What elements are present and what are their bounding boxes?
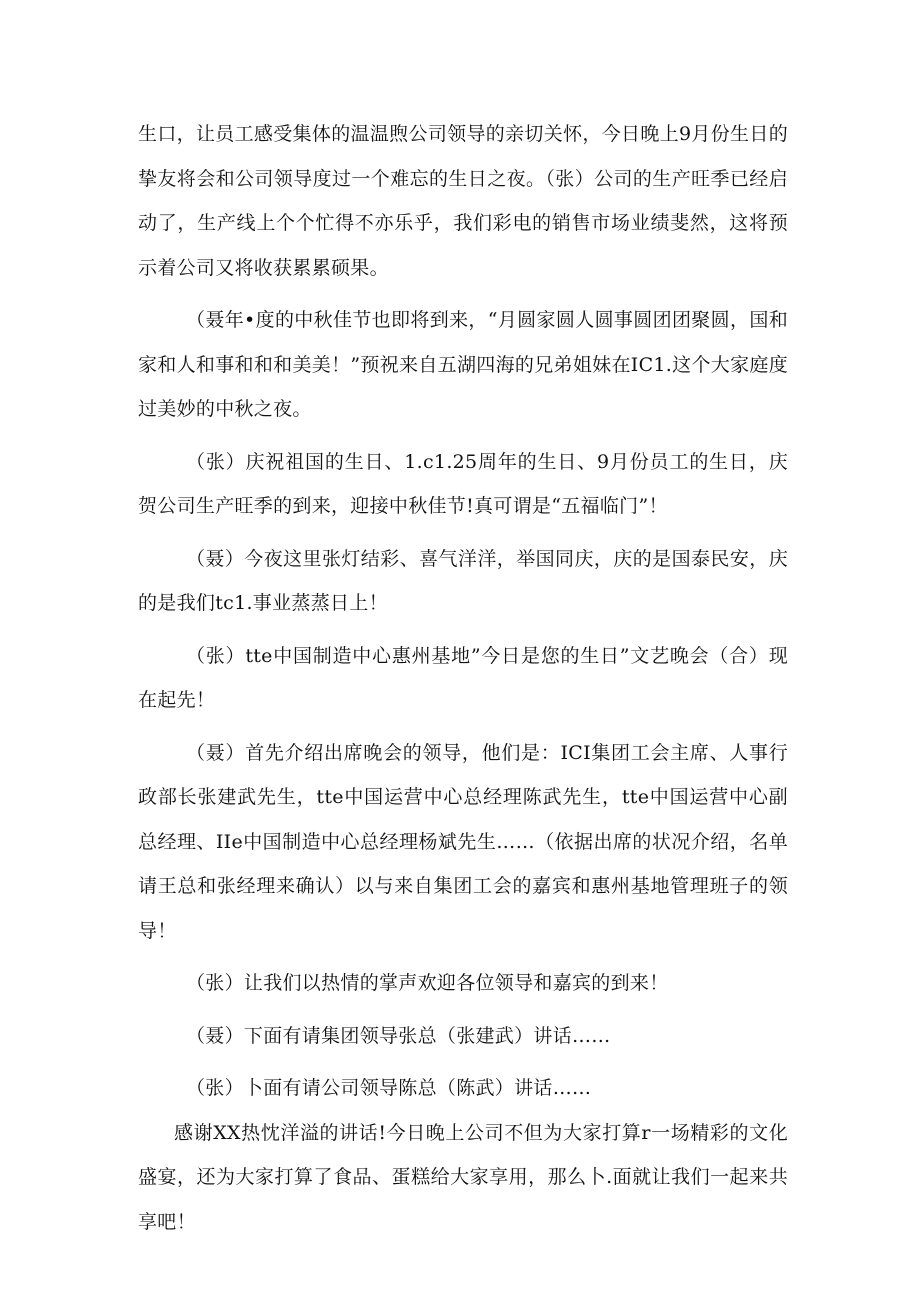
- paragraph-9: （张）卜面有请公司领导陈总（陈武）讲话……: [186, 1077, 592, 1099]
- document-body: [138, 112, 788, 1244]
- paragraph-5: （张）tte中国制造中心惠州基地”今日是您的生日”文艺晚会（合）现在起先！: [138, 644, 788, 711]
- paragraph-3: （张）庆祝祖国的生日、1.c1.25周年的生日、9月份员工的生日，庆贺公司生产旺季的到来，迎接中秋佳节!真可谓是“五福临门”！: [138, 450, 788, 517]
- paragraph-1: 生口，让员工感受集体的温温煦公司领导的亲切关怀，今日晚上9月份生日的挚友将会和公司领导度过一个难忘的生日之夜。（张）公司的生产旺季已经启动了，生产线上个个忙得不亦乐乎，我们彩电的销售市场业绩斐然，这将预示着公司又将收获累累硕果。: [138, 123, 788, 279]
- paragraph-8: （聂）下面有请集团领导张总（张建武）讲话……: [186, 1024, 611, 1047]
- paragraph-6: （聂）首先介绍出席晚会的领导，他们是：ICI集团工会主席、人事行政部长张建武先生，tte中国运营中心总经理陈武先生，tte中国运营中心副总经理、IIe中国制造中心总经理杨斌先生……（依据出席的状况介绍，名单请王总和张经理来确认）以与来自集团工会的嘉宾和惠州基地管理班子的领导！: [138, 741, 788, 942]
- paragraph-2: （聂年•度的中秋佳节也即将到来，“月圆家圆人圆事圆团团聚圆，国和家和人和事和和和美美！”预祝来自五湖四海的兄弟姐妹在IC1.这个大家庭度过美妙的中秋之夜。: [138, 309, 788, 420]
- paragraph-7: （张）让我们以热情的掌声欢迎各位领导和嘉宾的到来！: [186, 972, 669, 994]
- paragraph-10: 感谢XX热忱洋溢的讲话!今日晚上公司不但为大家打算r一场精彩的文化盛宴，还为大家打算了食品、蛋糕给大家享用，那么卜.面就让我们一起来共享吧！: [138, 1121, 788, 1233]
- paragraph-4: （聂）今夜这里张灯结彩、喜气洋洋，举国同庆，庆的是国泰民安，庆的是我们tc1.事业蒸蒸日上！: [138, 547, 788, 614]
